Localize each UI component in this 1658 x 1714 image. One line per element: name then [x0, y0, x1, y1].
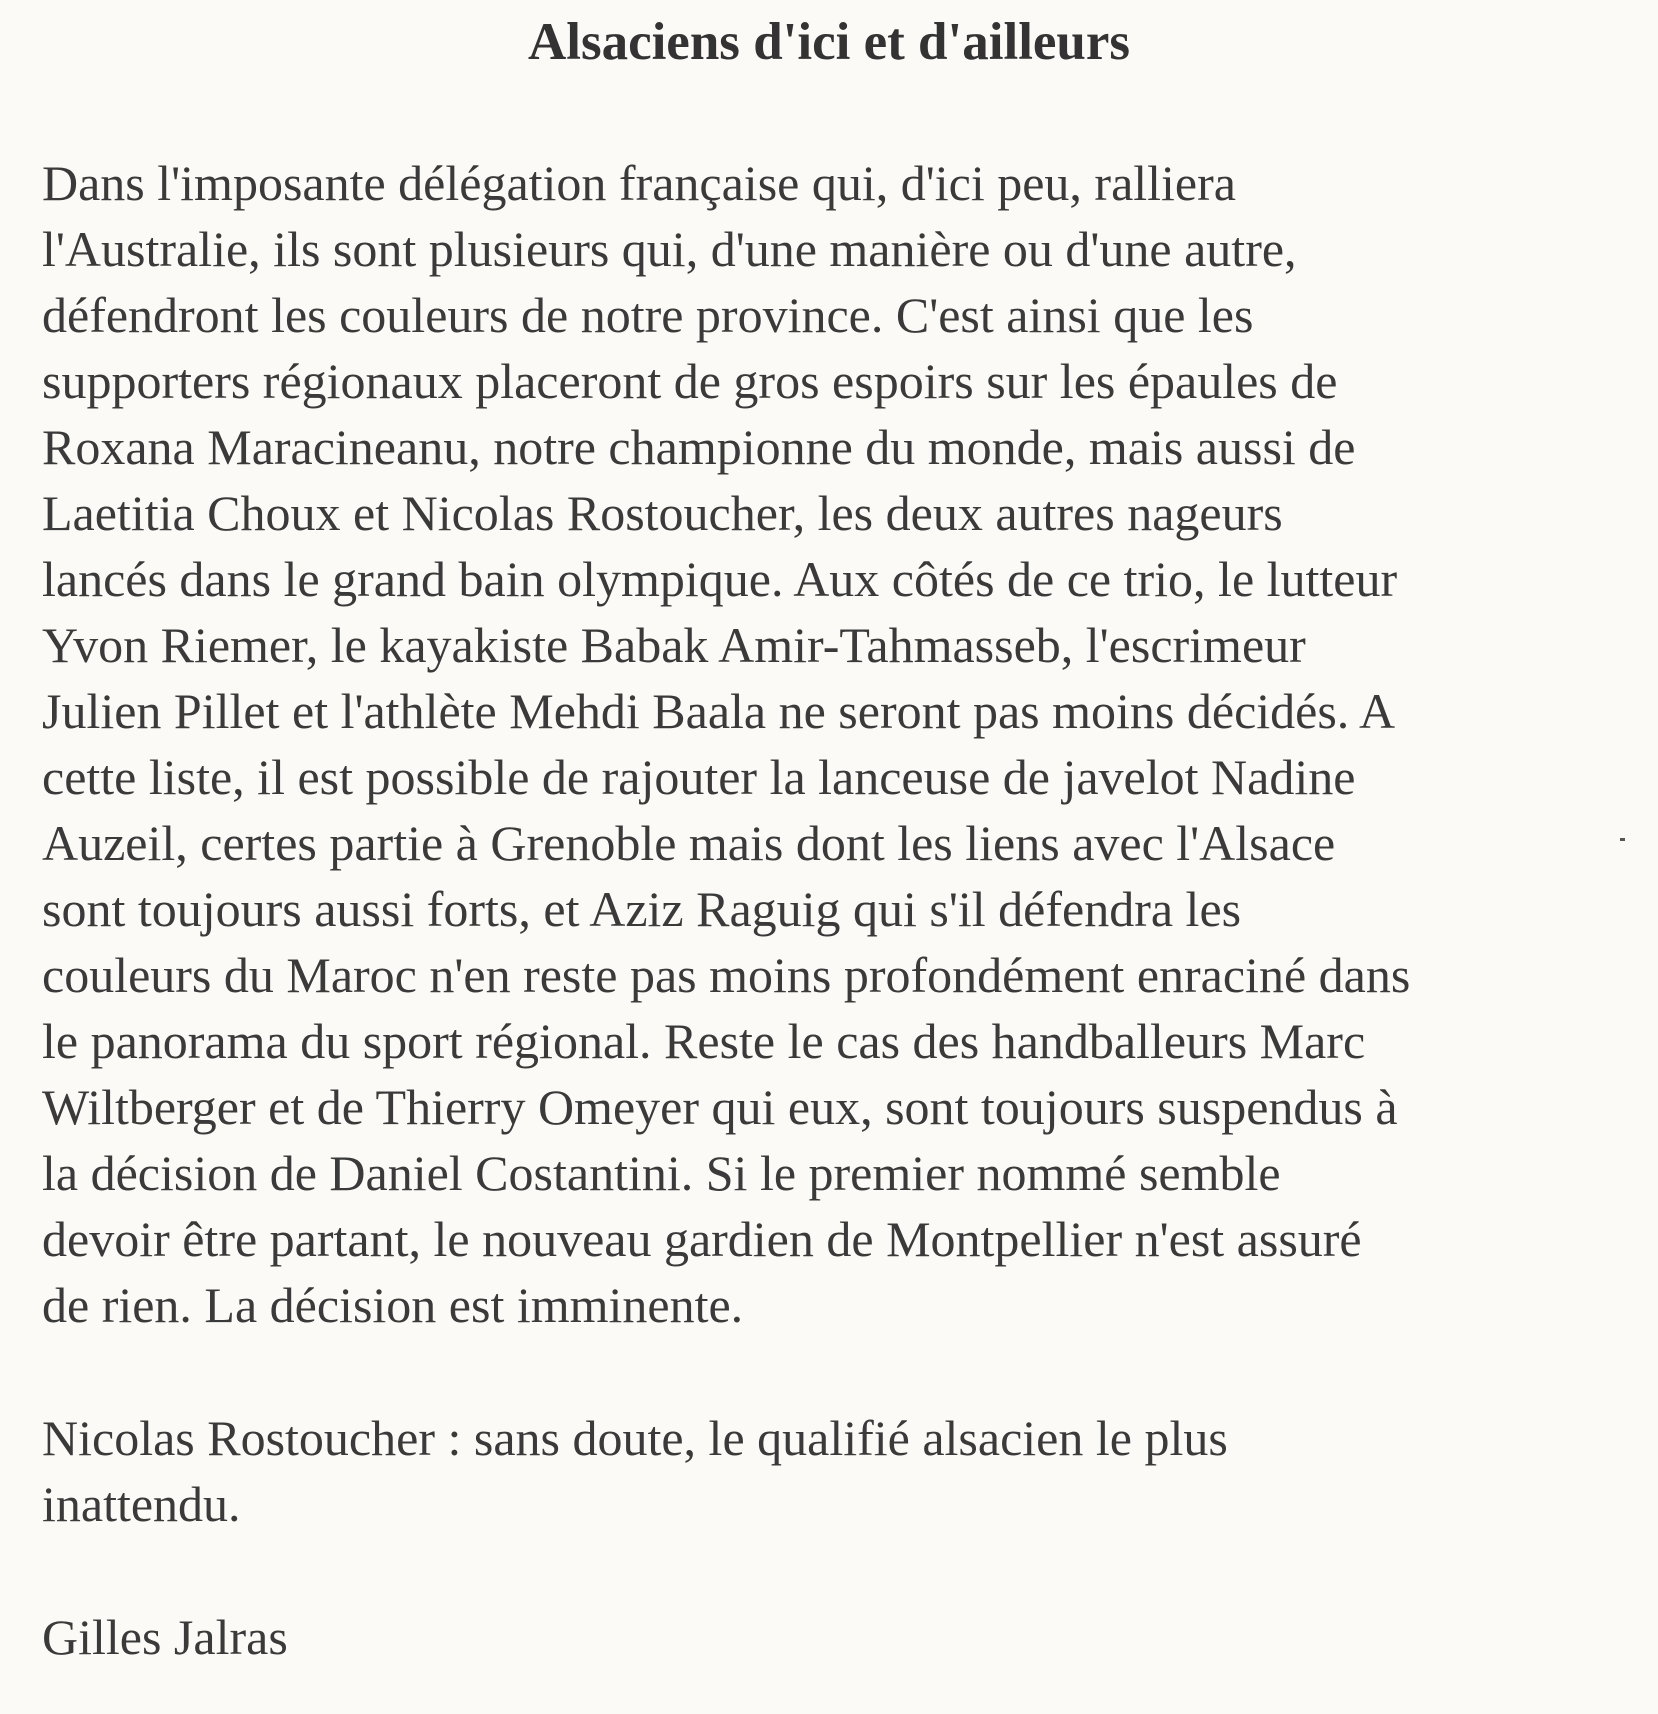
author-signature: Gilles Jalras [42, 1609, 288, 1665]
caption-line: Nicolas Rostoucher : sans doute, le qualifié alsacien le plus [42, 1410, 1228, 1466]
body-line: Auzeil, certes partie à Grenoble mais dont les liens avec l'Alsace [42, 815, 1336, 871]
body-line: cette liste, il est possible de rajouter la lanceuse de javelot Nadine [42, 749, 1356, 805]
body-line: défendront les couleurs de notre province. C'est ainsi que les [42, 287, 1254, 343]
body-line: Yvon Riemer, le kayakiste Babak Amir-Tahmasseb, l'escrimeur [42, 617, 1306, 673]
body-line: de rien. La décision est imminente. [42, 1277, 744, 1333]
body-line: Roxana Maracineanu, notre championne du monde, mais aussi de [42, 419, 1356, 475]
body-line: Laetitia Choux et Nicolas Rostoucher, les deux autres nageurs [42, 485, 1283, 541]
body-line: Dans l'imposante délégation française qui, d'ici peu, ralliera [42, 155, 1236, 211]
photo-caption [42, 1405, 1642, 1537]
body-line: Julien Pillet et l'athlète Mehdi Baala ne seront pas moins décidés. A [42, 683, 1396, 739]
body-line: sont toujours aussi forts, et Aziz Raguig qui s'il défendra les [42, 881, 1242, 937]
body-line: Wiltberger et de Thierry Omeyer qui eux, sont toujours suspendus à [42, 1079, 1398, 1135]
body-line: le panorama du sport régional. Reste le cas des handballeurs Marc [42, 1013, 1366, 1069]
caption-line: inattendu. [42, 1476, 241, 1532]
body-line: la décision de Daniel Costantini. Si le premier nommé semble [42, 1145, 1281, 1201]
body-line: couleurs du Maroc n'en reste pas moins profondément enraciné dans [42, 947, 1411, 1003]
body-line: devoir être partant, le nouveau gardien de Montpellier n'est assuré [42, 1211, 1362, 1267]
article-body [42, 150, 1642, 1338]
body-line: lancés dans le grand bain olympique. Aux côtés de ce trio, le lutteur [42, 551, 1398, 607]
body-line: supporters régionaux placeront de gros espoirs sur les épaules de [42, 353, 1338, 409]
article-title: Alsaciens d'ici et d'ailleurs [527, 13, 1131, 71]
scan-speck [1620, 838, 1625, 841]
body-line: l'Australie, ils sont plusieurs qui, d'une manière ou d'une autre, [42, 221, 1297, 277]
